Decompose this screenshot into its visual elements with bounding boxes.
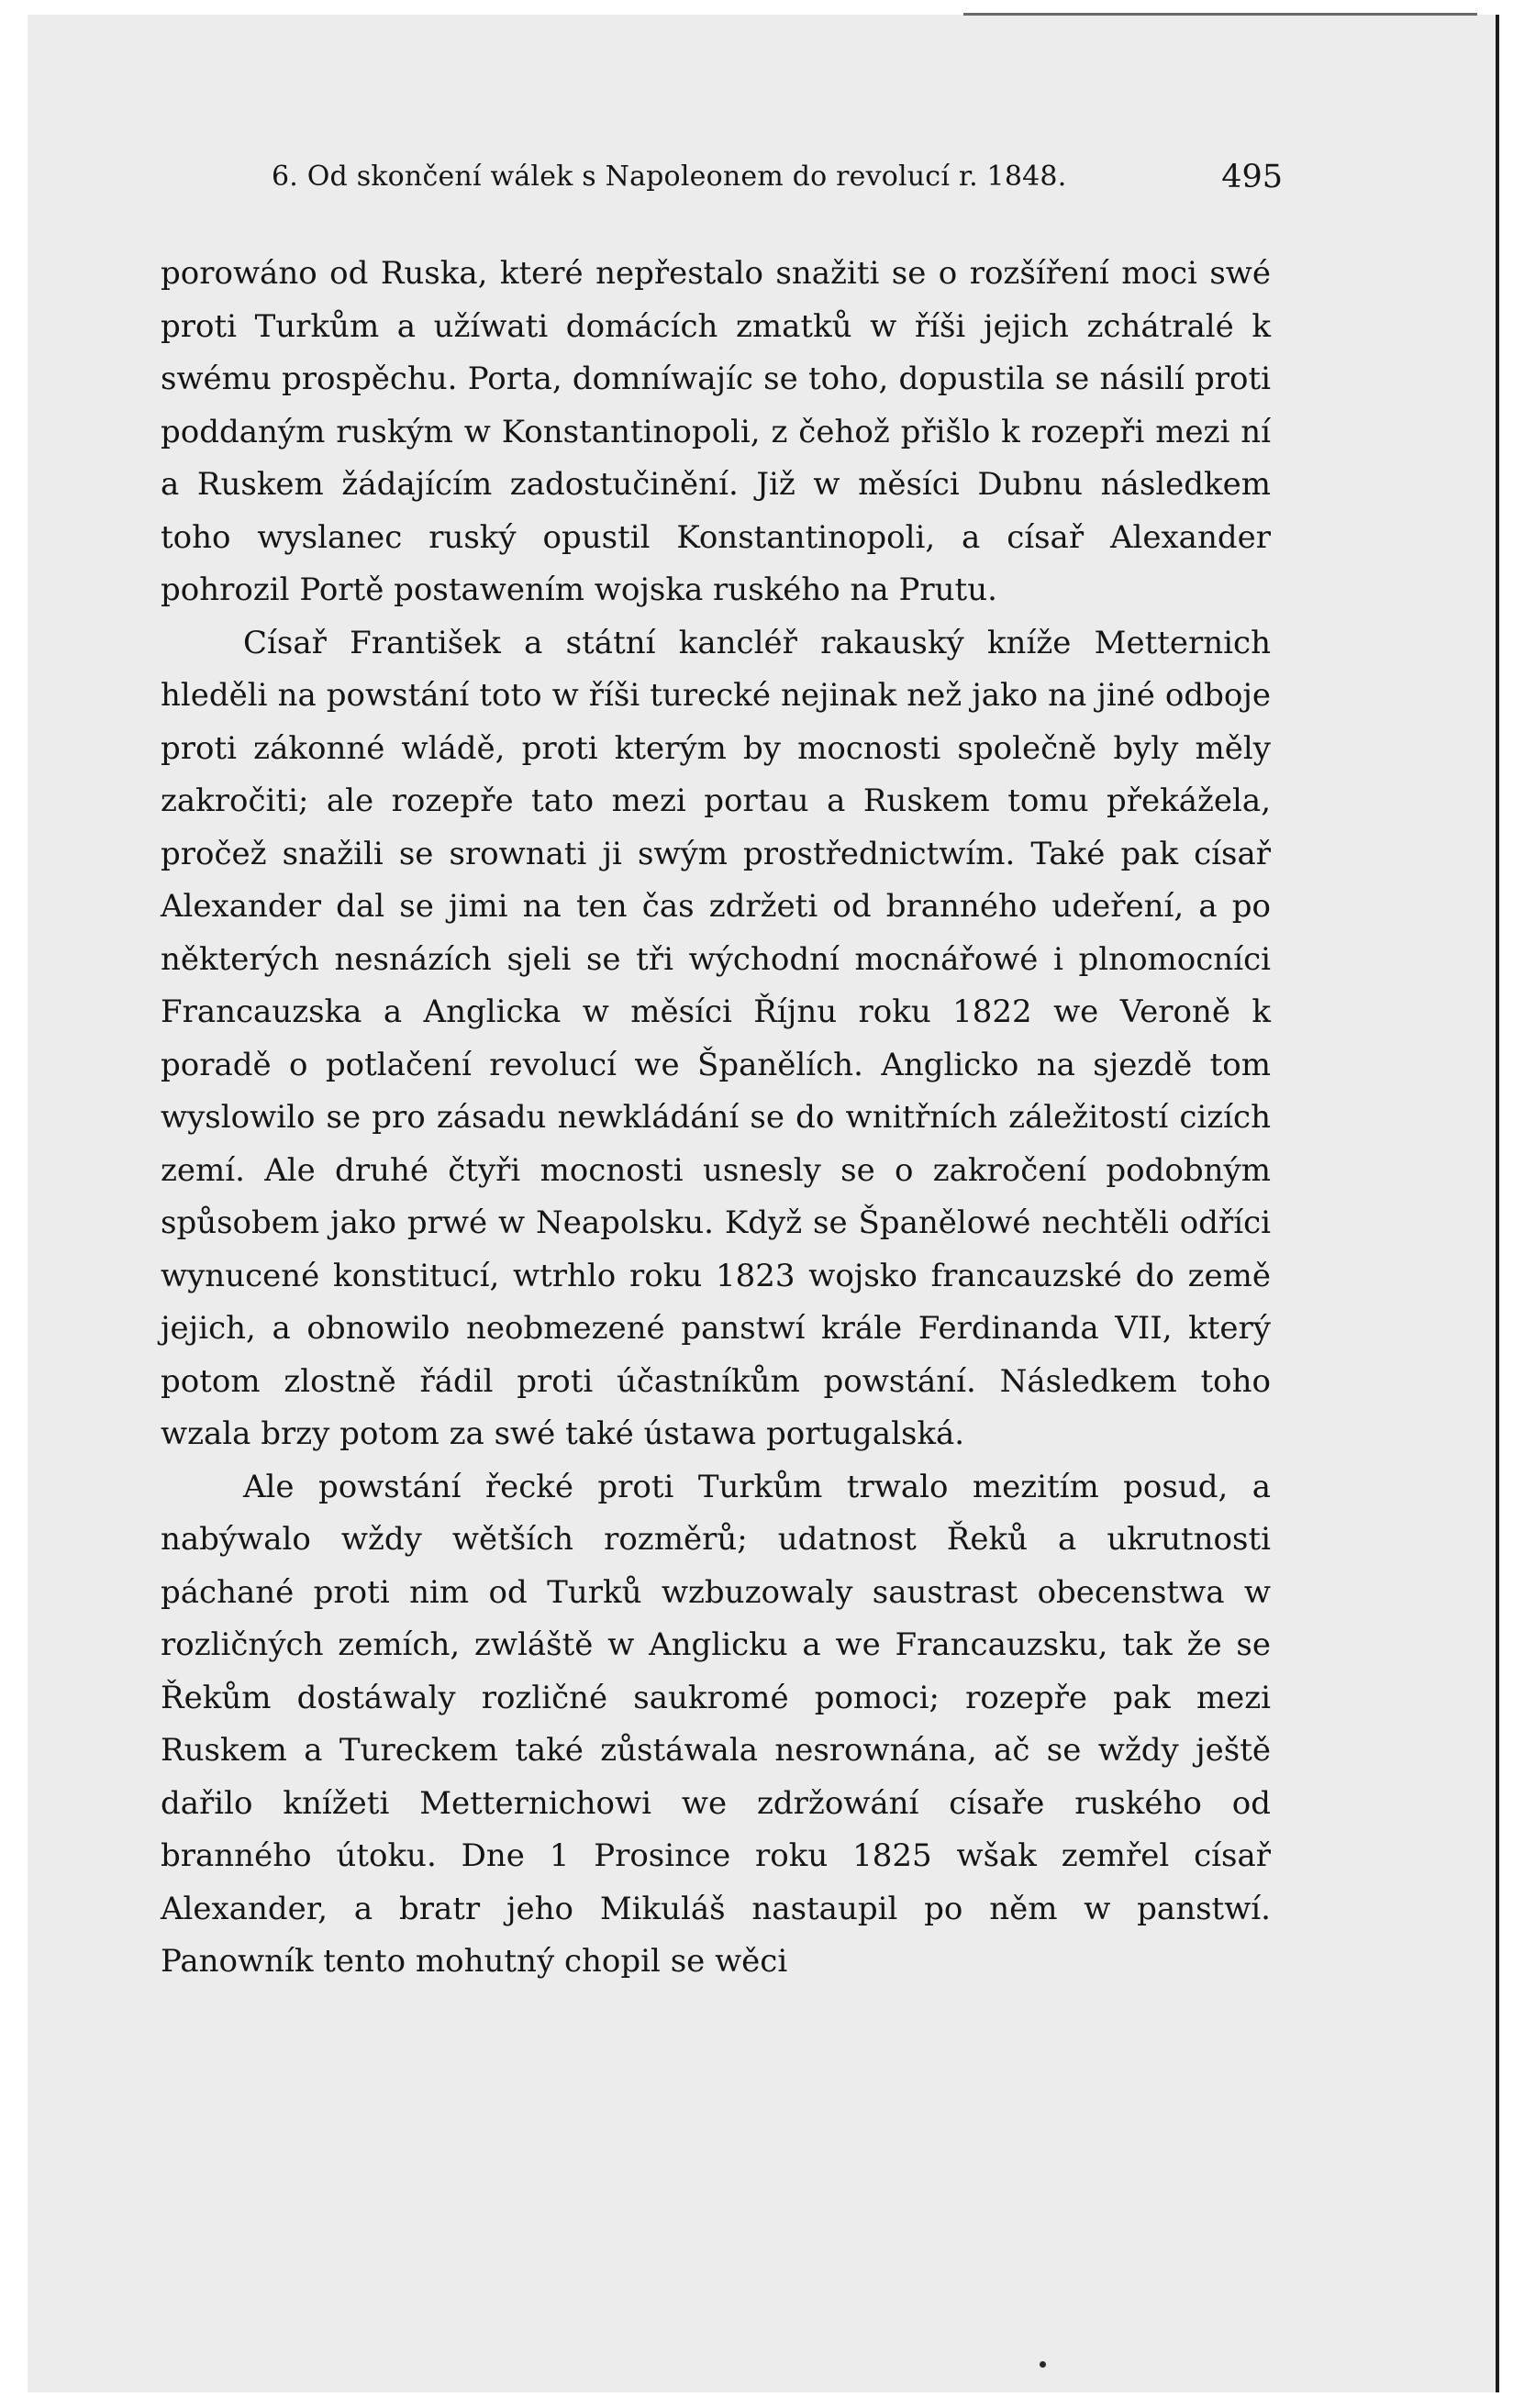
scan-edge-line <box>963 13 1477 16</box>
paragraph-3: Ale powstání řecké proti Turkům trwalo mezitím posud, a nabýwalo wždy wětších rozměrů; udatnost Řeků a ukrutnosti páchané proti nim od Turků wzbuzowaly saustrast obecenstwa w rozličných zemích, zwláště w Anglicku a we Francauzsku, tak že se Řekům dostáwaly rozličné saukromé pomoci; rozepře pak mezi Ruskem a Tureckem také zůstáwala nesrownána, ač se wždy ještě dařilo knížeti Metternichowi we zdržowání císaře ruského od branného útoku. Dne 1 Prosince roku 1825 wšak zemřel císař Alexander, a bratr jeho Mikuláš nastaupil po něm w panstwí. Panowník tento mohutný chopil se wěci <box>161 1468 1271 1980</box>
paragraph-1: porowáno od Ruska, které nepřestalo snažiti se o rozšíření moci swé proti Turkům a užíwati domácích zmatků w říši jejich zchátralé k swému prospěchu. Porta, domníwajíc se toho, dopustila se násilí proti poddaným ruským w Konstantinopoli, z čehož přišlo k rozepři mezi ní a Ruskem žádajícím zadostučinění. Již w měsíci Dubnu následkem toho wyslanec ruský opustil Konstantinopoli, a císař Alexander pohrozil Portě postawením wojska ruského na Prutu. <box>161 255 1271 608</box>
body-text <box>161 248 1271 2165</box>
paragraph-2: Císař František a státní kancléř rakauský kníže Metternich hleděli na powstání toto w říši turecké nejinak než jako na jiné odboje proti zákonné wládě, proti kterým by mocnosti společně byly měly zakročiti; ale rozepře tato mezi portau a Ruskem tomu překážela, pročež snažili se srownati ji swým prostřednictwím. Také pak císař Alexander dal se jimi na ten čas zdržeti od branného udeření, a po některých nesnázích sjeli se tři wýchodní mocnářowé i plnomocníci Francauzska a Anglicka w měsíci Říjnu roku 1822 we Veroně k poradě o potlačení revolucí we Španělích. Anglicko na sjezdě tom wyslowilo se pro zásadu newkládání se do wnitřních záležitostí cizích zemí. Ale druhé čtyři mocnosti usnesly se o zakročení podobným spůsobem jako prwé w Neapolsku. Když se Španělowé nechtěli odříci wynucené konstitucí, wtrhlo roku 1823 wojsko francauzské do země jejich, a obnowilo neobmezené panstwí krále Ferdinanda VII, který potom zlostně řádil proti účastníkům powstání. Následkem toho wzala brzy potom za swé také ústawa portugalská. <box>161 624 1271 1452</box>
running-head: 6. Od skončení wálek s Napoleonem do revolucí r. 1848. <box>272 161 1067 193</box>
page-header <box>272 159 1283 205</box>
ink-speck <box>1040 2361 1046 2368</box>
page-number: 495 <box>1221 159 1283 195</box>
